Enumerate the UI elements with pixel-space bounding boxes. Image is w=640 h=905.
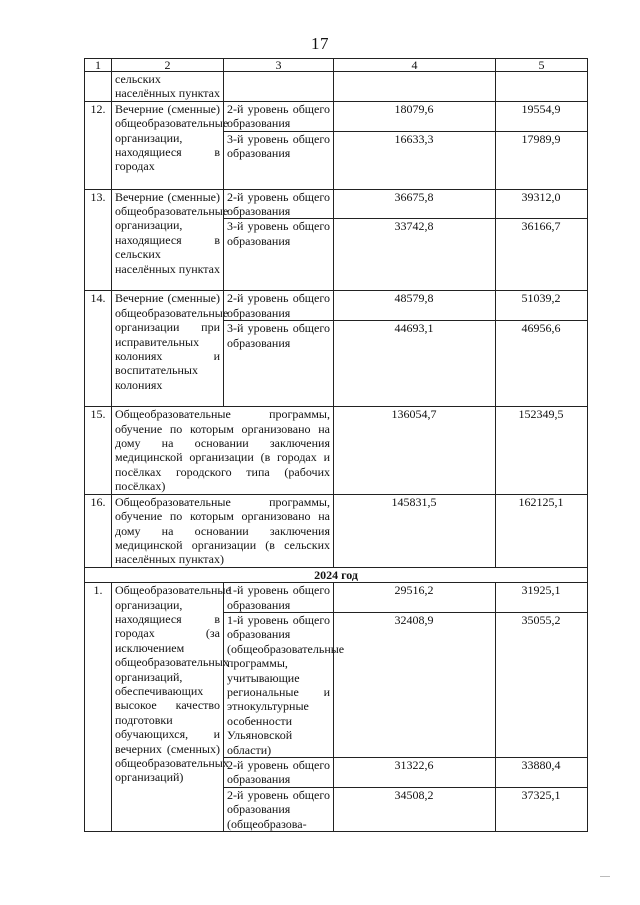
organization-type: Вечерние (сменные) общеобразовательные организации, находящиеся в сельских населённых пунктах bbox=[112, 189, 224, 291]
table-row bbox=[85, 101, 588, 131]
education-level: 2-й уровень общего образования (общеобразова- bbox=[224, 787, 334, 831]
education-level: 3-й уровень общего образования bbox=[224, 219, 334, 291]
table-row bbox=[85, 291, 588, 321]
education-level: 3-й уровень общего образования bbox=[224, 131, 334, 189]
scan-artifact bbox=[600, 876, 610, 877]
continuation-text: сельских населённых пунктах bbox=[112, 72, 224, 102]
value-cell: 19554,9 bbox=[496, 101, 588, 131]
table-row bbox=[85, 583, 588, 613]
value-cell: 18079,6 bbox=[334, 101, 496, 131]
table-row bbox=[85, 407, 588, 494]
table-row bbox=[85, 72, 588, 102]
row-number: 13. bbox=[85, 189, 112, 291]
year-heading: 2024 год bbox=[85, 567, 588, 582]
education-level: 2-й уровень общего образования bbox=[224, 758, 334, 788]
value-cell: 36166,7 bbox=[496, 219, 588, 291]
tariff-table bbox=[84, 58, 588, 832]
value-cell: 51039,2 bbox=[496, 291, 588, 321]
education-level: 1-й уровень общего образования (общеобразовательные программы, учитывающие региональные и этнокультурные особенности Ульяновской области) bbox=[224, 612, 334, 757]
program-description: Общеобразовательные программы, обучение по которым организовано на дому на основании заключения медицинской организации (в сельских населённых пунктах) bbox=[112, 494, 334, 567]
row-number: 16. bbox=[85, 494, 112, 567]
value-cell: 34508,2 bbox=[334, 787, 496, 831]
value-cell: 16633,3 bbox=[334, 131, 496, 189]
value-cell: 145831,5 bbox=[334, 494, 496, 567]
table-row bbox=[85, 189, 588, 219]
year-heading-row bbox=[85, 567, 588, 582]
value-cell: 46956,6 bbox=[496, 321, 588, 407]
organization-type: Вечерние (сменные) общеобразовательные организации при исправительных колониях и воспитательных колониях bbox=[112, 291, 224, 407]
column-header: 4 bbox=[334, 59, 496, 72]
program-description: Общеобразовательные программы, обучение по которым организовано на дому на основании заключения медицинской организации (в городах и посёлках городского типа (рабочих посёлках) bbox=[112, 407, 334, 494]
value-cell: 33880,4 bbox=[496, 758, 588, 788]
value-cell: 152349,5 bbox=[496, 407, 588, 494]
table-header-row bbox=[85, 59, 588, 72]
education-level: 2-й уровень общего образования bbox=[224, 291, 334, 321]
value-cell: 17989,9 bbox=[496, 131, 588, 189]
organization-type: Общеобразовательные организации, находящиеся в городах (за исключением общеобразовательных организаций, обеспечивающих высокое качество подготовки обучающихся, и вечерних (сменных) общеобразовательных организаций) bbox=[112, 583, 224, 832]
value-cell: 29516,2 bbox=[334, 583, 496, 613]
row-number: 15. bbox=[85, 407, 112, 494]
education-level: 2-й уровень общего образования bbox=[224, 101, 334, 131]
value-cell: 35055,2 bbox=[496, 612, 588, 757]
value-cell: 37325,1 bbox=[496, 787, 588, 831]
value-cell: 44693,1 bbox=[334, 321, 496, 407]
column-header: 1 bbox=[85, 59, 112, 72]
organization-type: Вечерние (сменные) общеобразовательные организации, находящиеся в городах bbox=[112, 101, 224, 189]
row-number: 1. bbox=[85, 583, 112, 832]
column-header: 3 bbox=[224, 59, 334, 72]
value-cell: 31322,6 bbox=[334, 758, 496, 788]
value-cell: 162125,1 bbox=[496, 494, 588, 567]
value-cell: 32408,9 bbox=[334, 612, 496, 757]
row-number: 14. bbox=[85, 291, 112, 407]
table-row bbox=[85, 494, 588, 567]
education-level: 1-й уровень общего образования bbox=[224, 583, 334, 613]
row-number: 12. bbox=[85, 101, 112, 189]
column-header: 5 bbox=[496, 59, 588, 72]
page-number: 17 bbox=[311, 34, 329, 53]
education-level: 2-й уровень общего образования bbox=[224, 189, 334, 219]
value-cell: 39312,0 bbox=[496, 189, 588, 219]
column-header: 2 bbox=[112, 59, 224, 72]
education-level: 3-й уровень общего образования bbox=[224, 321, 334, 407]
value-cell: 48579,8 bbox=[334, 291, 496, 321]
value-cell: 31925,1 bbox=[496, 583, 588, 613]
value-cell: 36675,8 bbox=[334, 189, 496, 219]
value-cell: 33742,8 bbox=[334, 219, 496, 291]
value-cell: 136054,7 bbox=[334, 407, 496, 494]
